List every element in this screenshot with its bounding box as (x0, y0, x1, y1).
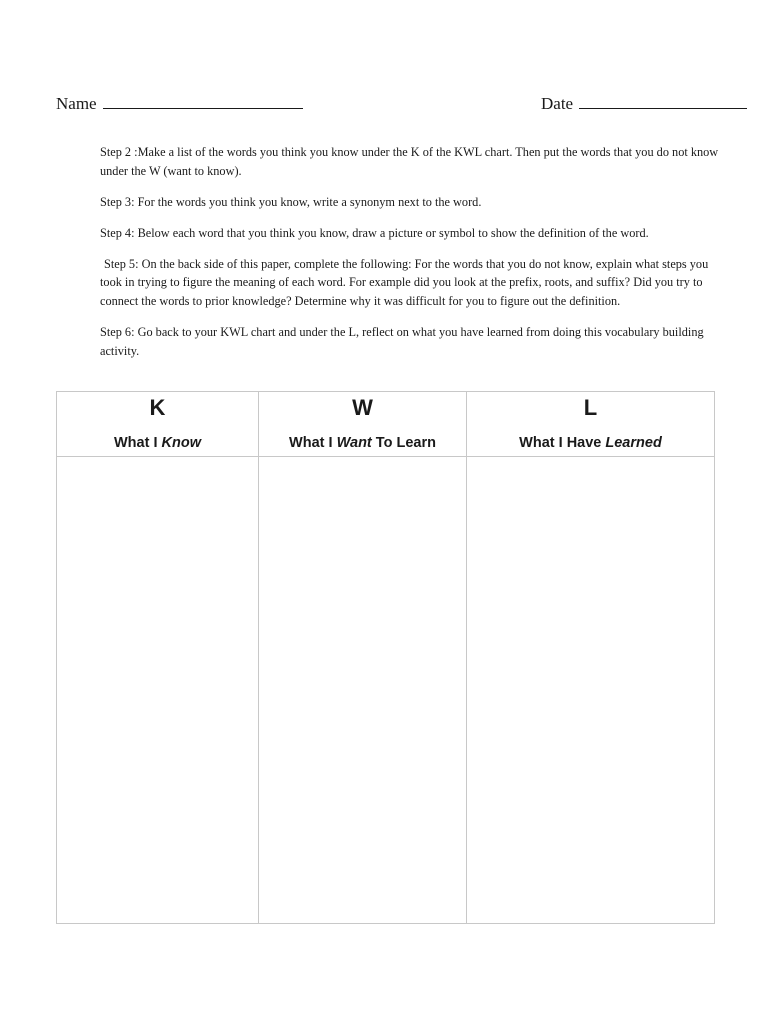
w-column-cell[interactable] (259, 457, 467, 924)
k-column-cell[interactable] (57, 457, 259, 924)
w-column-header (259, 392, 467, 457)
k-letter: K (149, 395, 166, 420)
k-column-header (57, 392, 259, 457)
step-6-text: Step 6: Go back to your KWL chart and under the L, reflect on what you have learned from doing this vocabulary building activity. (100, 325, 704, 358)
step-3-text: Step 3: For the words you think you know, write a synonym next to the word. (100, 194, 482, 209)
kwl-chart (56, 391, 715, 924)
l-column-header (467, 392, 715, 457)
w-subtitle: What I Want To Learn (289, 435, 436, 451)
date-field (541, 93, 747, 114)
instructions (100, 143, 720, 373)
name-field (56, 93, 303, 114)
date-label: Date (541, 94, 574, 113)
l-column-cell[interactable] (467, 457, 715, 924)
k-subtitle: What I Know (114, 435, 201, 451)
name-label: Name (56, 94, 97, 113)
step-5-text: Step 5: On the back side of this paper, complete the following: For the words that you do not know, explain what steps you took in trying to figure the meaning of each word. For example did you look at the prefix, roots, and suffix? Did you try to connect the words to prior knowledge? Determine why it was difficult for you to figure out the definition. (100, 256, 709, 309)
l-letter: L (583, 395, 598, 420)
name-blank-line[interactable] (103, 93, 303, 109)
kwl-body-row (57, 457, 715, 924)
step-2-text: Step 2 :Make a list of the words you think you know under the K of the KWL chart. Then put the words that you do not know under the W (want to know). (100, 145, 719, 178)
step-4-text: Step 4: Below each word that you think you know, draw a picture or symbol to show the definition of the word. (100, 225, 649, 240)
kwl-header-row (57, 392, 715, 457)
date-blank-line[interactable] (579, 93, 747, 109)
l-subtitle: What I Have Learned (519, 435, 662, 451)
w-letter: W (352, 395, 373, 420)
